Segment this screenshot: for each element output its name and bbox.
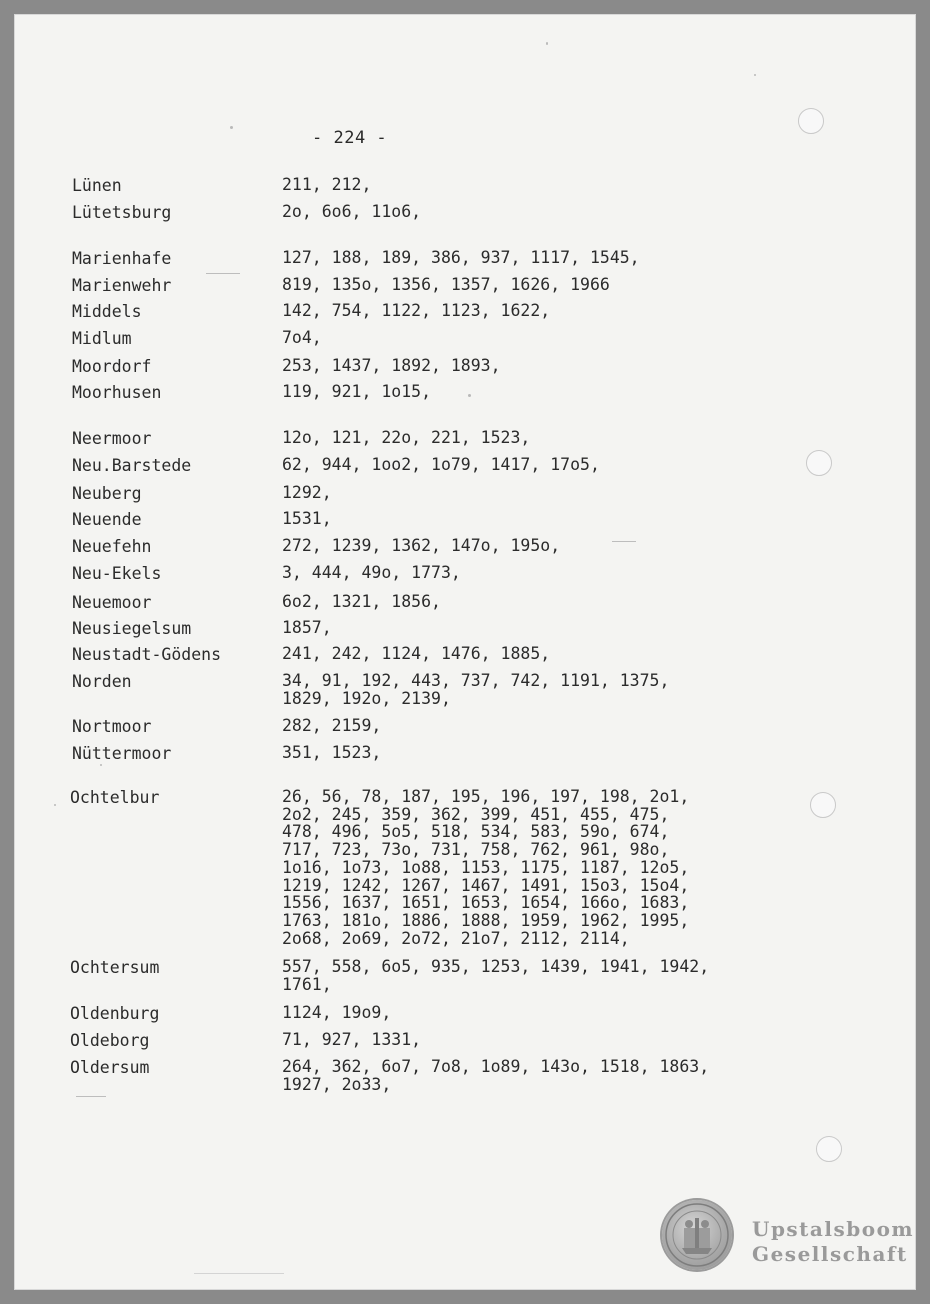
scan-mark: [76, 1096, 106, 1097]
punch-hole-icon: [798, 108, 824, 134]
reference-line: 1927, 2o33,: [282, 1074, 392, 1094]
reference-line: 142, 754, 1122, 1123, 1622,: [282, 301, 551, 320]
reference-line: 1556, 1637, 1651, 1653, 1654, 166o, 1683,: [282, 893, 690, 913]
place-name: Neuberg: [72, 484, 142, 503]
reference-line: 62, 944, 1oo2, 1o79, 1417, 17o5,: [282, 455, 600, 474]
page-references: [282, 537, 560, 555]
reference-line: 478, 496, 5o5, 518, 534, 583, 59o, 674,: [282, 822, 670, 842]
reference-line: 1292,: [282, 483, 332, 502]
reference-line: 282, 2159,: [282, 716, 382, 735]
punch-hole-icon: [810, 792, 836, 818]
place-name: Neuende: [72, 510, 142, 529]
page-references: [282, 383, 431, 401]
reference-line: 6o2, 1321, 1856,: [282, 592, 441, 611]
reference-line: 34, 91, 192, 443, 737, 742, 1191, 1375,: [282, 671, 670, 690]
page-references: [282, 788, 689, 947]
reference-line: 71, 927, 1331,: [282, 1030, 422, 1049]
scan-speck: [754, 74, 756, 76]
reference-line: 264, 362, 6o7, 7o8, 1o89, 143o, 1518, 1863,: [282, 1057, 710, 1076]
place-name: Ochtersum: [70, 958, 160, 977]
scan-mark: [194, 1273, 284, 1274]
place-name: Ochtelbur: [70, 788, 160, 807]
logo-text-line2: Gesellschaft: [752, 1242, 908, 1266]
reference-line: 1761,: [282, 974, 332, 994]
reference-line: 272, 1239, 1362, 147o, 195o,: [282, 536, 561, 555]
scan-mark: [612, 541, 636, 542]
reference-line: 211, 212,: [282, 175, 372, 194]
scan-mark: [206, 273, 240, 274]
page-references: [282, 1031, 421, 1049]
reference-line: 12o, 121, 22o, 221, 1523,: [282, 428, 531, 447]
page-references: [282, 1004, 391, 1022]
reference-line: 557, 558, 6o5, 935, 1253, 1439, 1941, 1942,: [282, 957, 710, 976]
page-references: [282, 176, 371, 194]
scan-speck: [468, 394, 471, 397]
reference-line: 119, 921, 1o15,: [282, 382, 432, 401]
place-name: Moordorf: [72, 357, 152, 376]
reference-line: 2o, 6o6, 11o6,: [282, 202, 422, 221]
place-name: Nüttermoor: [72, 744, 172, 763]
scan-speck: [100, 764, 102, 766]
place-name: Neu.Barstede: [72, 456, 192, 475]
place-name: Neustadt-Gödens: [72, 645, 222, 664]
page-references: [282, 429, 530, 447]
reference-line: 3, 444, 49o, 1773,: [282, 563, 461, 582]
punch-hole-icon: [806, 450, 832, 476]
page-references: [282, 249, 640, 267]
reference-line: 1219, 1242, 1267, 1467, 1491, 15o3, 15o4,: [282, 875, 690, 895]
logo-text-line1: Upstalsboom: [752, 1217, 915, 1241]
place-name: Neuemoor: [72, 593, 152, 612]
place-name: Neermoor: [72, 429, 152, 448]
reference-line: 26, 56, 78, 187, 195, 196, 197, 198, 2o1,: [282, 787, 690, 806]
reference-line: 253, 1437, 1892, 1893,: [282, 356, 501, 375]
page-references: [282, 484, 332, 502]
reference-line: 2o68, 2o69, 2o72, 21o7, 2112, 2114,: [282, 928, 630, 948]
place-name: Lütetsburg: [72, 203, 172, 222]
page-references: [282, 619, 332, 637]
place-name: Neu-Ekels: [72, 564, 162, 583]
reference-line: 1531,: [282, 509, 332, 528]
place-name: Lünen: [72, 176, 122, 195]
page-references: [282, 203, 421, 221]
reference-line: 1o16, 1o73, 1o88, 1153, 1175, 1187, 12o5,: [282, 857, 690, 877]
reference-line: 351, 1523,: [282, 743, 382, 762]
reference-line: 1829, 192o, 2139,: [282, 688, 451, 708]
page-references: [282, 717, 381, 735]
reference-line: 819, 135o, 1356, 1357, 1626, 1966: [282, 275, 610, 294]
reference-line: 717, 723, 73o, 731, 758, 762, 961, 98o,: [282, 840, 670, 860]
page-references: [282, 510, 332, 528]
seal-logo-icon: [662, 1200, 732, 1270]
page-references: [282, 593, 441, 611]
place-name: Midlum: [72, 329, 132, 348]
reference-line: 241, 242, 1124, 1476, 1885,: [282, 644, 551, 663]
page-references: [282, 329, 322, 347]
place-name: Middels: [72, 302, 142, 321]
page-references: [282, 744, 381, 762]
page-references: [282, 1058, 709, 1093]
page-references: [282, 564, 461, 582]
place-name: Marienhafe: [72, 249, 172, 268]
reference-line: 127, 188, 189, 386, 937, 1117, 1545,: [282, 248, 640, 267]
reference-line: 2o2, 245, 359, 362, 399, 451, 455, 475,: [282, 804, 670, 824]
page-references: [282, 958, 709, 993]
page-references: [282, 456, 600, 474]
punch-hole-icon: [816, 1136, 842, 1162]
place-name: Norden: [72, 672, 132, 691]
document-page: [14, 14, 916, 1290]
reference-line: 1124, 19o9,: [282, 1003, 392, 1022]
reference-line: 1857,: [282, 618, 332, 637]
page-references: [282, 302, 550, 320]
scan-speck: [54, 804, 56, 806]
page-references: [282, 645, 550, 663]
scan-speck: [230, 126, 233, 129]
reference-line: 7o4,: [282, 328, 322, 347]
place-name: Nortmoor: [72, 717, 152, 736]
page-number: - 224 -: [312, 128, 388, 148]
page-references: [282, 357, 501, 375]
place-name: Oldenburg: [70, 1004, 160, 1023]
place-name: Neuefehn: [72, 537, 152, 556]
page-references: [282, 672, 669, 707]
reference-line: 1763, 181o, 1886, 1888, 1959, 1962, 1995,: [282, 910, 690, 930]
place-name: Oldersum: [70, 1058, 150, 1077]
page-references: [282, 276, 610, 294]
place-name: Oldeborg: [70, 1031, 150, 1050]
place-name: Marienwehr: [72, 276, 172, 295]
place-name: Moorhusen: [72, 383, 162, 402]
scan-speck: [546, 42, 548, 45]
place-name: Neusiegelsum: [72, 619, 192, 638]
